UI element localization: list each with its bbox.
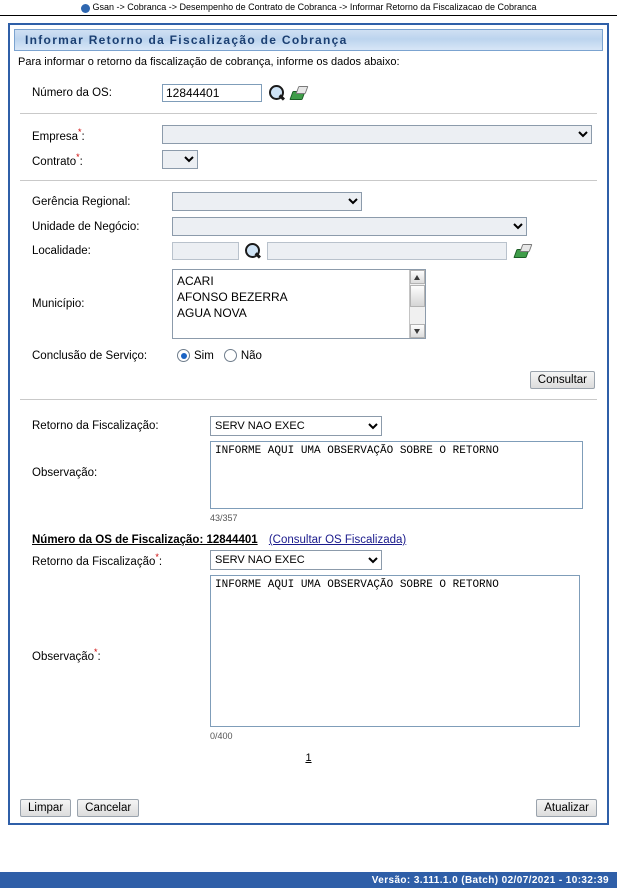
list-item[interactable]: ACARI [177, 274, 214, 288]
observacao-2-label: Observação*: [32, 647, 101, 663]
list-item[interactable]: AFONSO BEZERRA [177, 290, 288, 304]
municipio-scrollbar[interactable] [409, 270, 425, 338]
atualizar-button[interactable]: Atualizar [536, 799, 597, 817]
localidade-name-input[interactable] [267, 242, 507, 260]
row-retorno-2 [10, 546, 607, 573]
row-os-number [10, 74, 607, 105]
empresa-required-marker: * [78, 126, 82, 137]
row-unidade [10, 214, 607, 239]
observacao-1-textarea[interactable] [210, 441, 583, 509]
bottom-button-bar [10, 799, 607, 817]
empresa-label-text: Empresa [32, 130, 79, 143]
observacao-1-label: Observação: [32, 467, 98, 479]
consultar-os-fiscalizada-link[interactable]: (Consultar OS Fiscalizada) [268, 534, 407, 546]
retorno-2-required-marker: * [155, 552, 159, 563]
localidade-label: Localidade: [32, 245, 91, 257]
main-form [10, 68, 607, 764]
empresa-select[interactable] [162, 125, 592, 144]
contrato-select[interactable] [162, 150, 198, 169]
row-observacao-2 [10, 573, 607, 744]
observacao-2-required-marker: * [94, 647, 98, 657]
municipio-label: Município: [32, 298, 85, 310]
conclusao-sim-label: Sim [194, 349, 214, 362]
retorno-2-select[interactable] [210, 550, 382, 570]
search-icon[interactable] [268, 85, 285, 102]
radio-icon[interactable] [177, 349, 190, 362]
version-text: Versão: 3.111.1.0 (Batch) 02/07/2021 - 10:32:39 [371, 874, 609, 886]
observacao-2-counter: 0/400 [210, 731, 233, 741]
panel-title-bar [14, 29, 603, 51]
page-title: Informar Retorno da Fiscalização de Cobrança [25, 33, 348, 47]
row-conclusao [10, 342, 607, 365]
row-localidade [10, 239, 607, 263]
unidade-select[interactable] [172, 217, 527, 236]
row-gerencia [10, 189, 607, 214]
row-contrato [10, 147, 607, 172]
eraser-icon[interactable] [289, 85, 306, 101]
divider-3 [20, 399, 597, 400]
municipio-listbox[interactable] [172, 269, 426, 339]
retorno-2-label-text: Retorno da Fiscalização [32, 555, 156, 568]
os-number-label: Número da OS: [32, 87, 112, 99]
chevron-down-icon[interactable] [410, 324, 425, 338]
consultar-button[interactable]: Consultar [530, 371, 595, 389]
form-panel [8, 23, 609, 825]
eraser-icon[interactable] [513, 243, 530, 259]
observacao-2-textarea[interactable] [210, 575, 580, 727]
chevron-up-icon[interactable] [410, 270, 425, 284]
os-fiscalizacao-line [10, 534, 607, 546]
retorno-2-label: Retorno da Fiscalização*: [32, 552, 163, 568]
consultar-row [10, 371, 607, 389]
row-empresa [10, 122, 607, 147]
os-fiscalizacao-label: Número da OS de Fiscalização: 12844401 [32, 534, 258, 546]
divider-1 [20, 113, 597, 114]
scrollbar-thumb[interactable] [410, 285, 425, 307]
empresa-label: Empresa*: [32, 126, 85, 143]
observacao-1-counter: 43/357 [210, 513, 238, 523]
contrato-label-text: Contrato [32, 155, 77, 168]
gerencia-select[interactable] [172, 192, 362, 211]
gerencia-label: Gerência Regional: [32, 195, 131, 208]
os-number-input[interactable] [162, 84, 262, 102]
radio-icon[interactable] [224, 349, 237, 362]
retorno-1-select[interactable] [210, 416, 382, 436]
conclusao-nao-label: Não [240, 349, 262, 362]
pagination-current[interactable]: 1 [305, 752, 312, 764]
limpar-button[interactable]: Limpar [20, 799, 71, 817]
observacao-2-label-text: Observação [32, 650, 95, 663]
breadcrumb-text: Gsan -> Cobranca -> Desempenho de Contrato de Cobranca -> Informar Retorno da Fiscalizacao de Cobranca [92, 2, 537, 12]
contrato-required-marker: * [76, 151, 80, 162]
unidade-label: Unidade de Negócio: [32, 220, 140, 233]
list-item[interactable]: AGUA NOVA [177, 306, 247, 320]
cancelar-button[interactable]: Cancelar [77, 799, 139, 817]
row-observacao-1 [10, 439, 607, 526]
row-retorno-1 [10, 408, 607, 439]
status-bar [0, 872, 617, 888]
conclusao-radio-nao[interactable] [224, 349, 262, 362]
globe-icon [81, 4, 90, 13]
breadcrumb [0, 0, 617, 16]
contrato-label: Contrato*: [32, 151, 83, 168]
localidade-code-input[interactable] [172, 242, 239, 260]
retorno-1-label: Retorno da Fiscalização: [32, 420, 159, 432]
panel-subtitle: Para informar o retorno da fiscalização de cobrança, informe os dados abaixo: [18, 56, 400, 68]
row-municipio [10, 263, 607, 342]
conclusao-radio-sim[interactable] [177, 349, 214, 362]
divider-2 [20, 180, 597, 181]
search-icon[interactable] [244, 243, 261, 260]
conclusao-label: Conclusão de Serviço: [32, 349, 148, 362]
